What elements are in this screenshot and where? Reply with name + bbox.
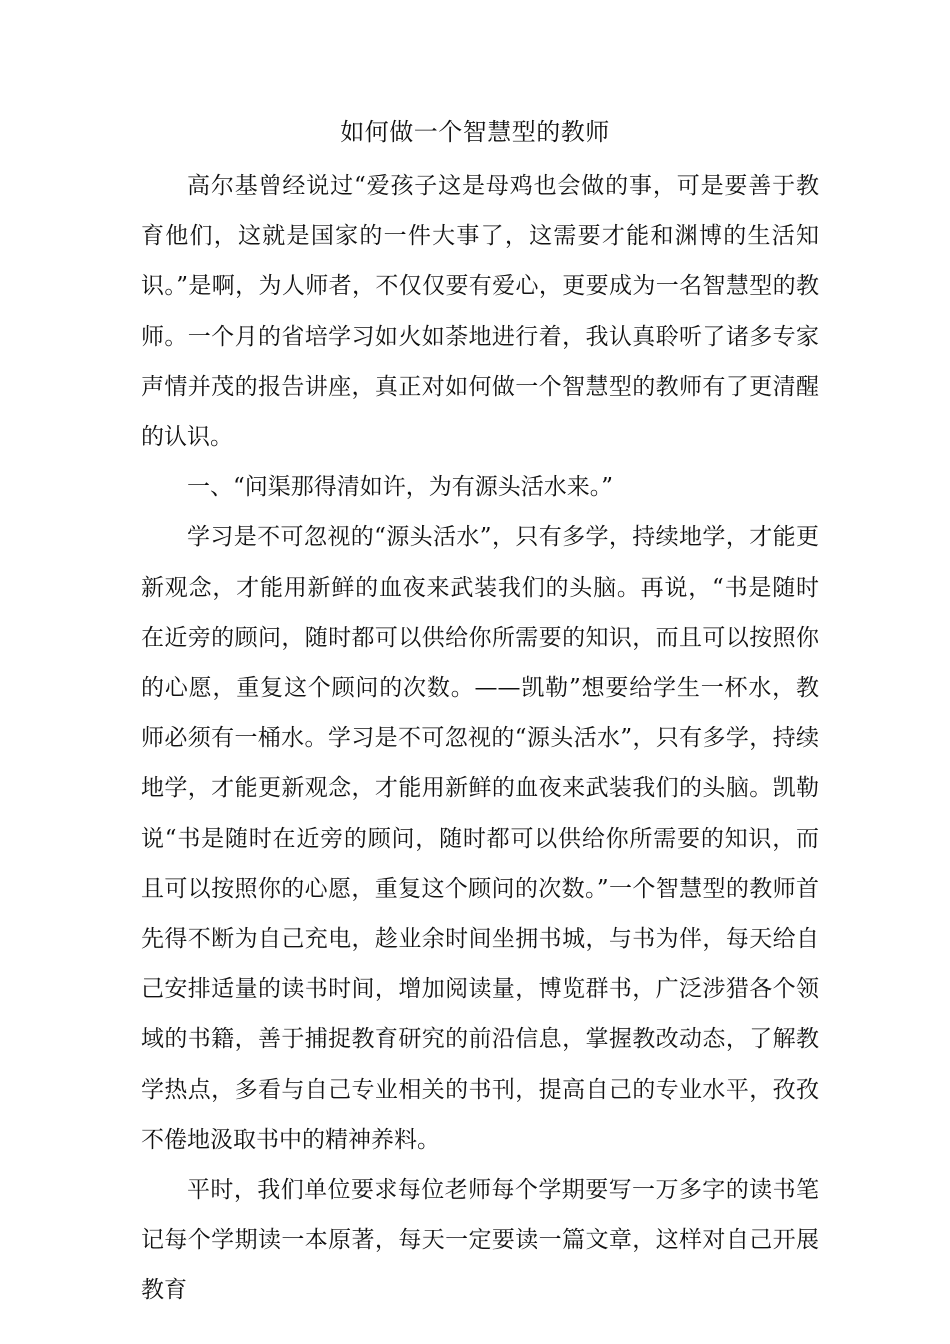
paragraph-reading-requirements: 平时，我们单位要求每位老师每个学期要写一万多字的读书笔记每个学期读一本原著，每天一定要读一篇文章，这样对自己开展教育 xyxy=(141,1177,819,1304)
paragraph-intro: 高尔基曾经说过“爱孩子这是母鸡也会做的事，可是要善于教育他们，这就是国家的一件大事了，这需要才能和渊博的生活知识。”是啊，为人师者，不仅仅要有爱心，更要成为一名智慧型的教师。一个月的省培学习如火如荼地进行着，我认真聆听了诸多专家声情并茂的报告讲座，真正对如何做一个智慧型的教师有了更清醒的认识。 xyxy=(141,173,819,451)
section-heading-1: 一、“问渠那得清如许，为有源头活水来。” xyxy=(187,474,614,501)
document-body xyxy=(141,161,819,1316)
paragraph-learning: 学习是不可忽视的“源头活水”，只有多学，持续地学，才能更新观念，才能用新鲜的血夜来武装我们的头脑。再说，“书是随时在近旁的顾问，随时都可以供给你所需要的知识，而且可以按照你的心愿，重复这个顾问的次数。——凯勒”想要给学生一杯水，教师必须有一桶水。学习是不可忽视的“源头活水”，只有多学，持续地学，才能更新观念，才能用新鲜的血夜来武装我们的头脑。凯勒说“书是随时在近旁的顾问，随时都可以供给你所需要的知识，而且可以按照你的心愿，重复这个顾问的次数。”一个智慧型的教师首先得不断为自己充电，趁业余时间坐拥书城，与书为伴，每天给自己安排适量的读书时间，增加阅读量，博览群书，广泛涉猎各个领域的书籍，善于捕捉教育研究的前沿信息，掌握教改动态，了解教学热点，多看与自己专业相关的书刊，提高自己的专业水平，孜孜不倦地汲取书中的精神养料。 xyxy=(141,524,819,1153)
document-title: 如何做一个智慧型的教师 xyxy=(340,118,610,146)
